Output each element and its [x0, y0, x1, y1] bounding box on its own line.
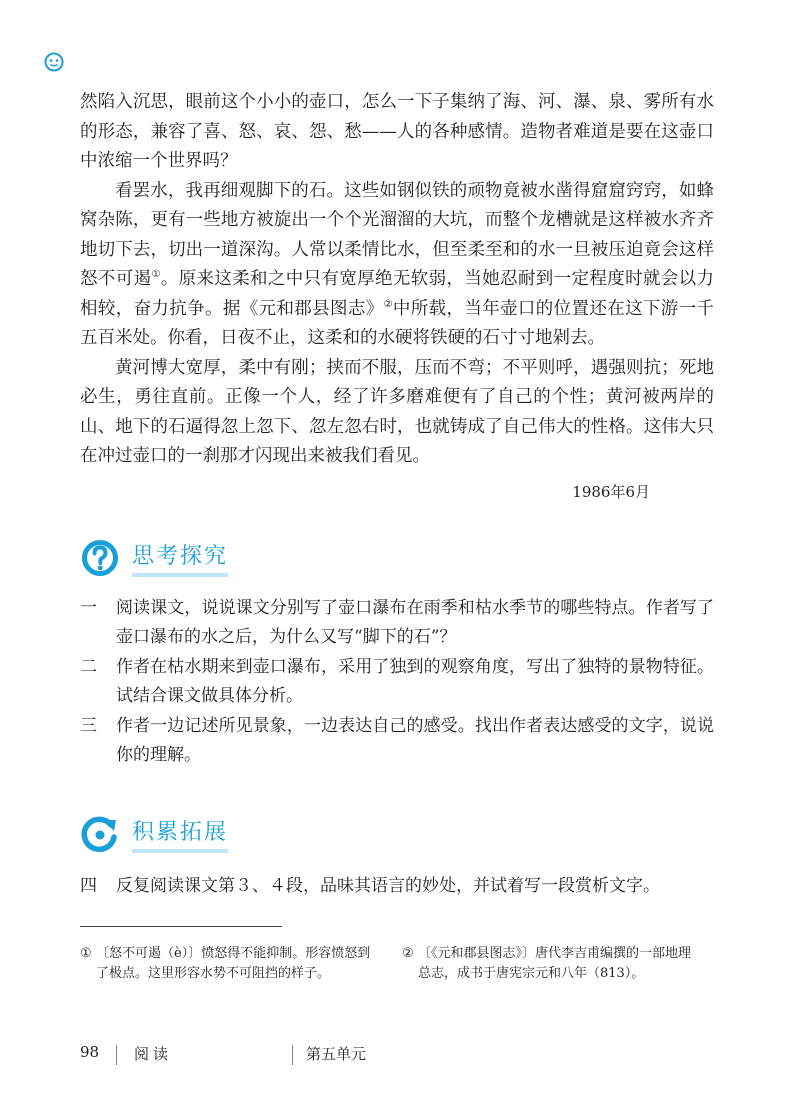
list-item — [80, 594, 714, 652]
question-number: 三 — [80, 716, 97, 736]
section-title: 思考探究 — [132, 539, 228, 577]
footnote-ref-2[interactable]: ② — [383, 298, 393, 310]
list-item — [80, 653, 714, 711]
footnote-1 — [80, 944, 382, 984]
section-title: 积累拓展 — [132, 815, 228, 853]
footer-section-label: 阅读 — [134, 1045, 173, 1063]
question-text: 作者一边记述所见景象，一边表达自己的感受。找出作者表达感受的文字，说说你的理解。 — [116, 716, 714, 765]
footnote-mark: ① — [80, 946, 92, 961]
question-text: 阅读课文，说说课文分别写了壶口瀑布在雨季和枯水季节的哪些特点。作者写了壶口瀑布的水之后，为什么又写“脚下的石”？ — [116, 598, 714, 647]
question-mark-icon — [80, 538, 120, 578]
footnote-text: 〔《元和郡县图志》〕唐代李吉甫编撰的一部地理总志，成书于唐宪宗元和八年（813）。 — [418, 946, 692, 981]
list-item — [80, 872, 714, 901]
smiley-icon — [44, 52, 64, 72]
article-body — [80, 88, 714, 507]
question-number: 四 — [80, 876, 97, 896]
footer-divider — [116, 1045, 117, 1065]
question-list — [80, 872, 714, 902]
date-line: 1986年6月 — [572, 482, 650, 501]
question-number: 二 — [80, 657, 97, 677]
refresh-arrow-icon — [80, 814, 120, 854]
footnote-ref-1[interactable]: ① — [151, 269, 161, 281]
footer-divider — [292, 1045, 293, 1065]
page-footer — [80, 1043, 480, 1065]
footnote-divider — [80, 926, 282, 927]
footer-unit-label: 第五单元 — [306, 1045, 367, 1063]
footnote-2 — [402, 944, 702, 984]
footnote-mark: ② — [402, 946, 414, 961]
page-number: 98 — [80, 1043, 100, 1061]
paragraph: 黄河博大宽厚，柔中有刚；挟而不服，压而不弯；不平则呼，遇强则抗；死地必生，勇往直前。正像一个人，经了许多磨难便有了自己的个性；黄河被两岸的山、地下的石逼得忽上忽下、忽左忽右时，也就铸成了自己伟大的性格。这伟大只在冲过壶口的一刹那才闪现出来被我们看见。 — [80, 357, 714, 466]
question-list — [80, 594, 714, 771]
list-item — [80, 712, 714, 770]
question-text: 作者在枯水期来到壶口瀑布，采用了独到的观察角度，写出了独特的景物特征。试结合课文做具体分析。 — [116, 657, 714, 706]
paragraph: 看罢水，我再细观脚下的石。这些如钢似铁的顽物竟被水凿得窟窟窍窍，如蜂窝杂陈，更有一些地方被旋出一个个光溜溜的大坑，而整个龙槽就是这样被水齐齐地切下去，切出一道深沟。人常以柔情比水，但至柔至和的水一旦被压迫竟会这样怒不可遏①。原来这柔和之中只有宽厚绝无软弱，当她忍耐到一定程度时就会以力相较，奋力抗争。据《元和郡县图志》②中所载，当年壶口的位置还在这下游一千五百米处。你看，日夜不止，这柔和的水硬将铁硬的石寸寸地剁去。 — [80, 180, 715, 348]
footnote-text: 〔怒不可遏（è）〕愤怒得不能抑制。形容愤怒到了极点。这里形容水势不可阻挡的样子。 — [96, 946, 371, 981]
section-header-thinking — [80, 536, 228, 580]
question-number: 一 — [80, 598, 97, 618]
paragraph: 然陷入沉思，眼前这个小小的壶口，怎么一下子集纳了海、河、瀑、泉、雾所有水的形态，兼容了喜、怒、哀、怨、愁——人的各种感情。造物者难道是要在这壶口中浓缩一个世界吗？ — [80, 92, 714, 171]
section-header-extension — [80, 812, 228, 856]
question-text: 反复阅读课文第３、４段，品味其语言的妙处，并试着写一段赏析文字。 — [116, 876, 660, 896]
